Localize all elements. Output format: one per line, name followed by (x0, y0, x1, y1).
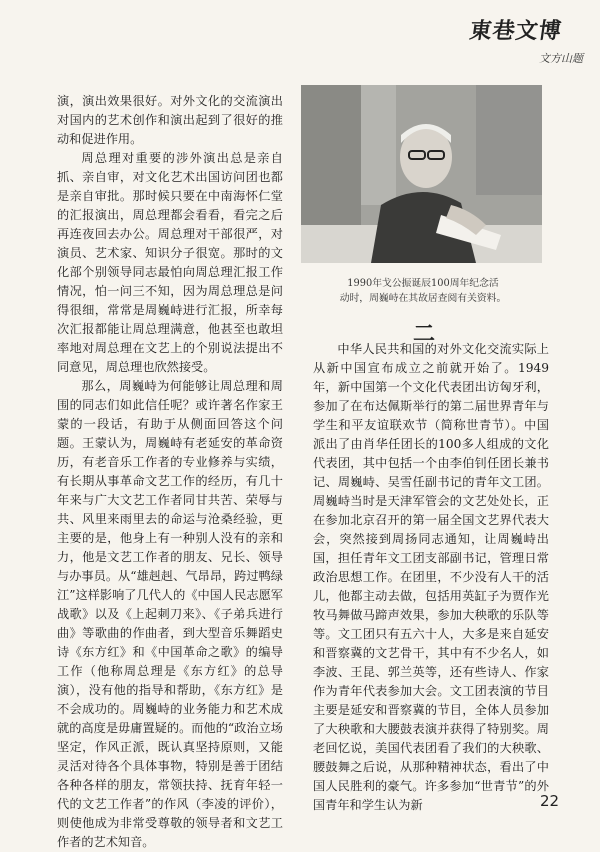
paragraph: 周总理对重要的涉外演出总是亲自抓、亲自审，对文化艺术出国访问团也都是亲自审批。那时候只要在中南海怀仁堂的汇报演出，周总理都会看看，看完之后再连夜回去办公。周总理对干部很严，对演员、艺术家、知识分子很宽。那时的文化部个别领导同志最怕向周总理汇报工作情况，怕一问三不知，因为周总理总是问得很细，常常是周巍峙进行汇报，所幸每次汇报都能让周总理满意，他甚至也敢坦率地对周总理在文艺上的个别说法提出不同意见，周总理也欣然接受。 (57, 151, 283, 374)
right-text-column (313, 340, 549, 815)
paragraph: 那么，周巍峙为何能够让周总理和周围的同志们如此信任呢？或许著名作家王蒙的一段话，有助于从侧面回答这个问题。王蒙认为，周巍峙有老延安的革命资历，有老音乐工作者的专业修养与实绩，有长期从事革命文艺工作的经历，有几十年来与广大文艺工作者同甘共苦、荣辱与共、风里来雨里去的命运与沧桑经验，更主要的是，他身上有一种别人没有的亲和力，他是文艺工作者的朋友、兄长、领导与办事员。从“雄赳赳、气昂昂，跨过鸭绿江”这样影响了几代人的《中国人民志愿军战歌》以及《上起刺刀来》、《子弟兵进行曲》等歌曲的作曲者，到大型音乐舞蹈史诗《东方红》和《中国革命之歌》的编导工作（他称周总理是《东方红》的总导演），没有他的指导和帮助，《东方红》是不会成功的。周巍峙的业务能力和艺术成就的高度是毋庸置疑的。而他的“政治立场坚定，作风正派，既认真坚持原则，又能灵活对待各个具体事物，特别是善于团结各种各样的朋友，常领扶持、抚育年轻一代的文艺工作者”的作风（李凌的评价），则使他成为非常受尊敬的领导者和文艺工作者的艺术知音。 (57, 379, 283, 849)
caption-line: 1990年戈公振诞辰100周年纪念活 (347, 278, 499, 289)
logo-signature: 文方山题 (539, 52, 583, 65)
paragraph: 演，演出效果很好。对外文化的交流演出对国内的艺术创作和演出起到了很好的推动和促进作用。 (57, 94, 283, 146)
photo-caption (305, 276, 541, 306)
section-number: 二 (413, 321, 436, 347)
historical-photo (301, 85, 542, 263)
magazine-logo (467, 14, 585, 76)
paragraph: 中华人民共和国的对外文化交流实际上从新中国宣布成立之前就开始了。1949年，新中国第一个文化代表团出访匈牙利，参加了在布达佩斯举行的第二届世界青年与学生和平友谊联欢节（简称世青节）。中国派出了由肖华任团长的100多人组成的文化代表团，其中包括一个由李伯钊任团长兼书记、周巍峙、吴雪任副书记的青年文工团。周巍峙当时是天津军管会的文艺处处长，正在参加北京召开的第一届全国文艺界代表大会，突然接到周扬同志通知，让周巍峙出国，担任青年文工团支部副书记，管理日常政治思想工作。在团里，不少没有人干的活儿，他都主动去做，包括用英缸子为贾作光牧马舞做马蹄声效果，参加大秧歌的乐队等等。文工团只有五六十人，大多是来自延安和晋察冀的文艺骨干，其中有不少名人，如李波、王昆、郭兰英等，还有些诗人、作家作为青年代表参加大会。文工团表演的节目主要是延安和晋察冀的节目，全体人员参加了大秧歌和大腰鼓表演并获得了特别奖。周老回忆说，美国代表团看了我们的大秧歌、腰鼓舞之后说，从那种精神状态，看出了中国人民胜利的豪气。许多参加“世青节”的外国青年和学生认为新 (313, 342, 549, 812)
photo-illustration (301, 85, 542, 263)
caption-line: 动时，周巍峙在其故居查阅有关资料。 (339, 293, 507, 304)
logo-title: 東巷文博 (467, 18, 564, 44)
left-text-column (57, 92, 283, 852)
page-number: 22 (540, 792, 560, 810)
